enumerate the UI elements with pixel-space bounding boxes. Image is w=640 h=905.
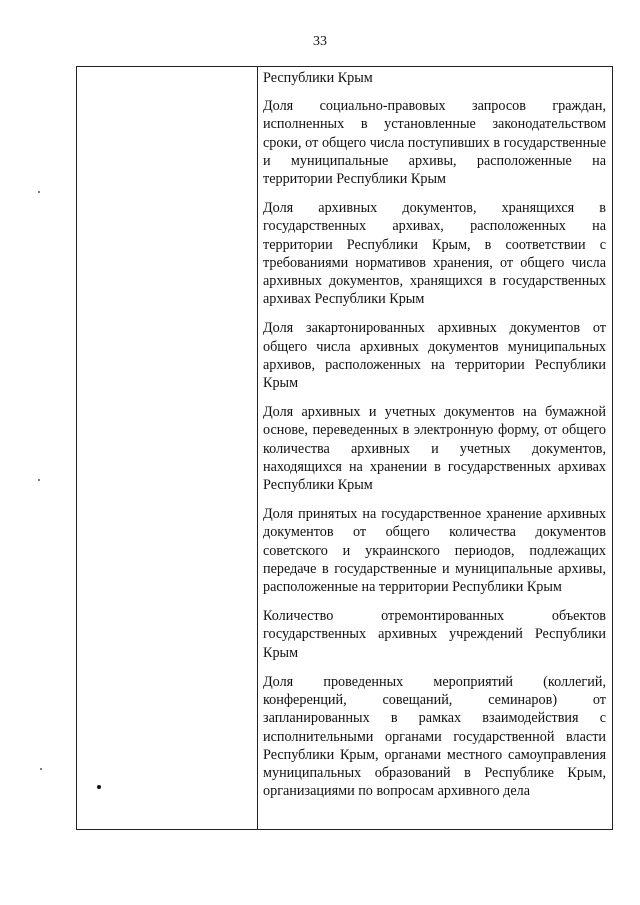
indicators-table xyxy=(76,66,613,830)
indicator-paragraph: Доля закартонированных архивных документов от общего числа архивных документов муниципальных архивов, расположенных на территории Республики Крым xyxy=(263,320,606,392)
indicator-paragraph: Доля архивных и учетных документов на бумажной основе, переведенных в электронную форму, от общего количества архивных и учетных документов, находящихся на хранении в государственных архивах Республики Крым xyxy=(263,404,606,494)
table-cell-right xyxy=(258,67,613,830)
table-cell-left xyxy=(77,67,258,830)
indicator-paragraph: Доля принятых на государственное хранение архивных документов от общего количества документов советского и украинского периодов, подлежащих передаче в государственные и муниципальные архивы, расположенные на территории Республики Крым xyxy=(263,506,606,596)
page-number: 33 xyxy=(313,34,327,49)
cell-paragraph-continuation: Республики Крым xyxy=(263,70,373,86)
indicator-paragraph: Доля проведенных мероприятий (коллегий, конференций, совещаний, семинаров) от запланированных в рамках взаимодействия с исполнительными органами государственной власти Республики Крым, органами местного самоуправления муниципальных образований в Республике Крым, организациями по вопросам архивного дела xyxy=(263,673,606,800)
scan-speck xyxy=(38,191,40,193)
scan-speck xyxy=(38,479,40,481)
table-row xyxy=(77,67,613,830)
indicator-paragraph: Количество отремонтированных объектов государственных архивных учреждений Республики Крым xyxy=(263,608,606,661)
scan-speck xyxy=(40,768,42,770)
indicator-paragraph: Доля архивных документов, хранящихся в государственных архивах, расположенных на территории Республики Крым, в соответствии с требованиями нормативов хранения, от общего числа архивных документов, хранящихся в государственных архивах Республики Крым xyxy=(263,200,606,308)
scan-speck xyxy=(97,785,101,789)
indicator-paragraph: Доля социально-правовых запросов граждан, исполненных в установленные законодательством сроки, от общего числа поступивших в государственные и муниципальные архивы, расположенные на территории Республики Крым xyxy=(263,98,606,188)
